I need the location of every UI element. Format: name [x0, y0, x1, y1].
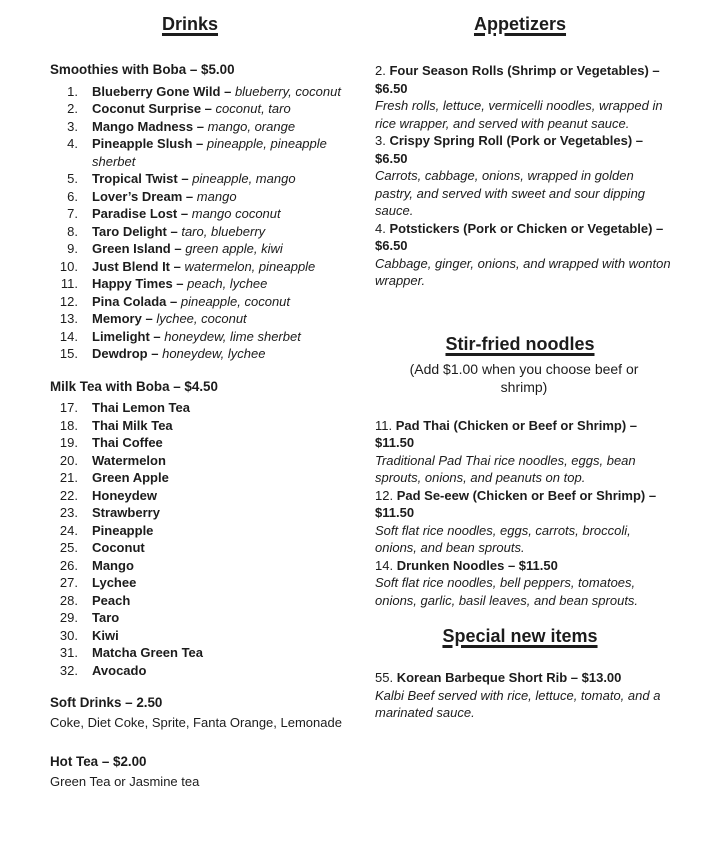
smoothie-item — [50, 188, 342, 206]
item-number: 32. — [59, 662, 78, 678]
item-name: Matcha Green Tea — [92, 645, 204, 660]
item-name: Green Island – — [92, 241, 182, 256]
menu-item-title — [375, 417, 673, 452]
stir-fried-heading: Stir-fried noodles — [445, 333, 595, 354]
item-number: 13. — [59, 311, 78, 326]
item-text — [92, 118, 342, 136]
smoothie-item — [50, 83, 342, 101]
item-name: Avocado — [92, 662, 147, 678]
item-flavors: coconut, taro — [215, 101, 291, 116]
milk-tea-item — [50, 434, 342, 452]
item-number: 3. — [67, 118, 78, 134]
item-name: Dewdrop – — [92, 346, 159, 361]
soft-drinks-options: Coke, Diet Coke, Sprite, Fanta Orange, Lemonade — [50, 714, 342, 730]
smoothie-item — [50, 310, 342, 328]
drinks-column — [50, 0, 342, 790]
item-text — [92, 609, 342, 627]
milk-tea-item — [50, 627, 342, 645]
milk-tea-item — [50, 592, 342, 610]
item-number: 14. — [375, 557, 394, 573]
smoothies-list — [50, 83, 342, 363]
smoothie-item — [50, 258, 342, 276]
item-name: Green Apple — [92, 470, 169, 485]
item-name: Pineapple — [92, 522, 154, 538]
hot-tea-title: Hot Tea – $2.00 — [50, 754, 147, 769]
smoothie-item — [50, 293, 342, 311]
item-flavors: mango coconut — [191, 206, 281, 221]
item-number: 10. — [59, 258, 78, 274]
smoothie-item — [50, 345, 342, 363]
special-items-list — [375, 669, 673, 722]
item-number: 12. — [59, 293, 78, 309]
item-number: 3. — [375, 133, 386, 148]
item-flavors: peach, lychee — [187, 276, 268, 291]
menu-item-title — [375, 220, 673, 255]
item-text — [92, 275, 342, 293]
milk-tea-item — [50, 452, 342, 470]
item-number: 4. — [67, 136, 78, 151]
item-flavors: green apple, kiwi — [185, 241, 283, 256]
item-text — [92, 662, 342, 680]
menu-item-title — [375, 557, 673, 575]
item-name: Paradise Lost – — [92, 206, 189, 221]
item-text — [92, 452, 342, 470]
item-number: 26. — [59, 557, 78, 573]
item-name: Pina Colada – — [92, 293, 178, 309]
menu-item-title — [375, 669, 673, 687]
item-name: Pad Se-eew (Chicken or Beef or Shrimp) – $11.50 — [375, 487, 657, 520]
item-number: 11. — [60, 276, 78, 291]
item-flavors: honeydew, lime sherbet — [164, 328, 301, 344]
item-number: 22. — [59, 487, 78, 503]
milk-tea-item — [50, 574, 342, 592]
item-name: Four Season Rolls (Shrimp or Vegetables) – $6.50 — [375, 63, 660, 96]
milk-tea-item — [50, 557, 342, 575]
menu-item-description: Cabbage, ginger, onions, and wrapped with wonton wrapper. — [375, 255, 671, 288]
smoothie-item — [50, 118, 342, 136]
item-text — [92, 188, 342, 206]
menu-item-description: Carrots, cabbage, onions, wrapped in golden pastry, and served with sweet and sour dipping sauce. — [375, 168, 646, 218]
item-text — [92, 205, 342, 223]
milk-tea-item — [50, 539, 342, 557]
menu-item-description: Traditional Pad Thai rice noodles, eggs, bean sprouts, onions, and peanuts on top. — [375, 452, 636, 485]
item-text — [92, 170, 342, 188]
item-number: 21. — [59, 470, 78, 485]
item-name: Honeydew — [92, 487, 158, 503]
item-name: Memory – — [92, 311, 153, 326]
milk-tea-list — [50, 399, 342, 679]
item-number: 19. — [59, 435, 78, 450]
menu-item — [375, 62, 673, 132]
item-number: 18. — [59, 417, 78, 433]
item-text — [92, 345, 342, 363]
smoothie-item — [50, 205, 342, 223]
item-name: Potstickers (Pork or Chicken or Vegetable) –$6.50 — [375, 220, 664, 253]
milk-tea-title: Milk Tea with Boba – $4.50 — [50, 378, 218, 394]
item-number: 1. — [67, 83, 78, 99]
item-name: Watermelon — [92, 452, 166, 468]
stir-fried-list — [375, 417, 673, 610]
item-name: Strawberry — [92, 505, 160, 520]
item-flavors: taro, blueberry — [181, 223, 266, 239]
item-number: 9. — [67, 241, 78, 256]
menu-item-title — [375, 62, 673, 97]
item-number: 55. — [375, 670, 394, 685]
item-text — [92, 240, 342, 258]
item-name: Happy Times – — [92, 276, 184, 291]
item-text — [92, 592, 342, 610]
item-flavors: watermelon, pineapple — [184, 258, 316, 274]
special-items-heading: Special new items — [442, 626, 598, 646]
smoothie-item — [50, 240, 342, 258]
item-text — [92, 539, 342, 557]
item-name: Blueberry Gone Wild – — [92, 83, 232, 99]
smoothies-title: Smoothies with Boba – $5.00 — [50, 62, 235, 77]
item-text — [92, 223, 342, 241]
smoothie-item — [50, 100, 342, 118]
item-text — [92, 557, 342, 575]
smoothie-item — [50, 170, 342, 188]
item-number: 12. — [375, 487, 394, 503]
item-flavors: blueberry, coconut — [234, 83, 341, 99]
item-text — [92, 310, 342, 328]
item-name: Crispy Spring Roll (Pork or Vegetables) – $6.50 — [375, 133, 644, 166]
item-text — [92, 83, 342, 101]
item-name: Taro Delight – — [92, 223, 178, 239]
item-text — [92, 293, 342, 311]
menu-item — [375, 669, 673, 722]
item-number: 7. — [67, 206, 78, 221]
smoothie-item — [50, 223, 342, 241]
item-name: Lychee — [92, 575, 137, 590]
menu-item-description: Soft flat rice noodles, bell peppers, tomatoes, onions, garlic, basil leaves, and bean sprouts. — [375, 575, 639, 608]
food-column — [375, 0, 673, 722]
item-name: Pad Thai (Chicken or Beef or Shrimp) – $11.50 — [375, 417, 638, 450]
item-name: Tropical Twist – — [92, 171, 189, 186]
item-number: 29. — [59, 610, 78, 625]
item-name: Just Blend It – — [92, 258, 181, 274]
menu-item-description: Fresh rolls, lettuce, vermicelli noodles, wrapped in rice wrapper, and served with peanut sauce. — [375, 98, 663, 131]
appetizers-list — [375, 62, 673, 290]
item-number: 14. — [59, 328, 78, 344]
item-text — [92, 487, 342, 505]
item-text — [92, 469, 342, 487]
menu-item-title — [375, 132, 673, 167]
item-name: Kiwi — [92, 627, 119, 643]
item-flavors: honeydew, lychee — [162, 346, 266, 361]
item-name: Thai Coffee — [92, 435, 163, 450]
item-number: 5. — [67, 171, 78, 186]
milk-tea-item — [50, 469, 342, 487]
item-text — [92, 135, 342, 170]
item-flavors: mango, orange — [207, 118, 296, 134]
item-flavors: pineapple, coconut — [180, 293, 291, 309]
item-text — [92, 258, 342, 276]
item-flavors: lychee, coconut — [156, 311, 247, 326]
item-text — [92, 399, 342, 417]
item-number: 28. — [59, 592, 78, 608]
milk-tea-item — [50, 487, 342, 505]
item-number: 23. — [59, 505, 78, 520]
item-name: Peach — [92, 592, 131, 608]
item-number: 25. — [59, 540, 78, 555]
item-number: 8. — [67, 223, 78, 239]
item-number: 6. — [67, 188, 78, 204]
item-number: 2. — [67, 101, 78, 116]
item-text — [92, 504, 342, 522]
menu-item — [375, 557, 673, 610]
item-number: 31. — [59, 645, 78, 660]
item-flavors: pineapple, mango — [192, 171, 296, 186]
item-name: Mango Madness – — [92, 118, 204, 134]
milk-tea-item — [50, 399, 342, 417]
soft-drinks-title: Soft Drinks – 2.50 — [50, 695, 163, 710]
item-text — [92, 644, 342, 662]
item-name: Drunken Noodles – $11.50 — [396, 557, 558, 573]
item-name: Coconut — [92, 540, 145, 555]
hot-tea-options: Green Tea or Jasmine tea — [50, 773, 200, 789]
milk-tea-item — [50, 504, 342, 522]
item-number: 11. — [375, 417, 393, 433]
item-name: Coconut Surprise – — [92, 101, 212, 116]
item-number: 24. — [59, 522, 78, 538]
item-number: 15. — [59, 346, 78, 361]
drinks-heading: Drinks — [161, 14, 219, 34]
item-name: Limelight – — [92, 328, 161, 344]
menu-item — [375, 132, 673, 220]
item-text — [92, 417, 342, 435]
item-text — [92, 627, 342, 645]
item-name: Lover’s Dream – — [92, 188, 194, 204]
item-number: 30. — [59, 627, 78, 643]
stir-fried-note: (Add $1.00 when you choose beef or shrimp) — [409, 360, 639, 395]
menu-item — [375, 487, 673, 557]
item-name: Mango — [92, 557, 134, 573]
milk-tea-item — [50, 662, 342, 680]
item-name: Pineapple Slush – — [92, 136, 204, 151]
milk-tea-item — [50, 644, 342, 662]
menu-item-description: Soft flat rice noodles, eggs, carrots, broccoli, onions, and bean sprouts. — [375, 522, 631, 555]
item-flavors: pineapple, pineapple sherbet — [92, 136, 327, 169]
menu-item — [375, 220, 673, 290]
milk-tea-item — [50, 609, 342, 627]
milk-tea-item — [50, 417, 342, 435]
item-text — [92, 522, 342, 540]
item-number: 20. — [59, 452, 78, 468]
appetizers-heading: Appetizers — [473, 14, 567, 34]
smoothie-item — [50, 135, 342, 170]
item-text — [92, 574, 342, 592]
item-name: Thai Lemon Tea — [92, 400, 190, 415]
item-text — [92, 328, 342, 346]
menu-item-title — [375, 487, 673, 522]
item-number: 27. — [59, 575, 78, 590]
item-text — [92, 100, 342, 118]
item-number: 17. — [59, 400, 78, 415]
item-number: 4. — [375, 220, 386, 236]
item-name: Thai Milk Tea — [92, 417, 173, 433]
smoothie-item — [50, 275, 342, 293]
item-name: Taro — [92, 610, 120, 625]
smoothie-item — [50, 328, 342, 346]
item-number: 2. — [375, 63, 386, 78]
item-text — [92, 434, 342, 452]
item-flavors: mango — [196, 188, 237, 204]
milk-tea-item — [50, 522, 342, 540]
menu-item-description: Kalbi Beef served with rice, lettuce, tomato, and a marinated sauce. — [375, 687, 661, 720]
menu-item — [375, 417, 673, 487]
item-name: Korean Barbeque Short Rib – $13.00 — [396, 670, 622, 685]
